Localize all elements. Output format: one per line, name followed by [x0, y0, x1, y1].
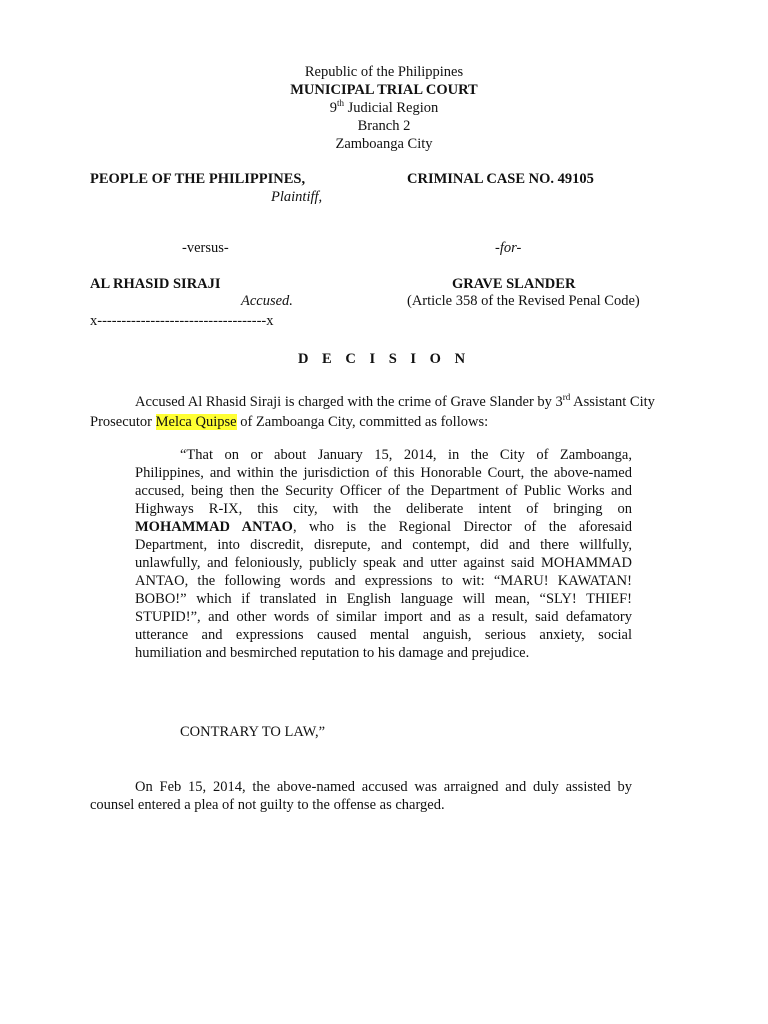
accused-name: AL RHASID SIRAJI: [90, 276, 221, 292]
intro-text-c: Prosecutor: [90, 414, 156, 430]
arraignment-line: counsel entered a plea of not guilty to the offense as charged.: [90, 797, 445, 813]
intro-line-1: [135, 394, 655, 411]
information-line: “That on or about January 15, 2014, in the City of Zamboanga,: [180, 447, 632, 463]
complainant-name: MOHAMMAD ANTAO: [135, 519, 293, 535]
arraignment-line: On Feb 15, 2014, the above-named accused was arraigned and duly assisted by: [135, 779, 632, 795]
plaintiff-role: Plaintiff,: [271, 189, 323, 205]
information-line: BOBO!” which if translated in English language will mean, “SLY! THIEF!: [135, 591, 632, 607]
branch-line: Branch 2: [357, 118, 411, 134]
city-line: Zamboanga City: [335, 136, 433, 152]
versus-label: -versus-: [182, 240, 229, 256]
region-suffix: th: [336, 98, 344, 109]
intro-text-d: of Zamboanga City, committed as follows:: [236, 414, 489, 430]
accused-role: Accused.: [241, 293, 293, 309]
information-line: utterance and expressions caused mental anguish, serious anxiety, social: [135, 627, 632, 643]
republic-line: Republic of the Philippines: [304, 64, 464, 80]
information-line: humiliation and besmirched reputation to his damage and prejudice.: [135, 645, 530, 661]
region-number: 9: [329, 100, 337, 116]
information-line: ANTAO, the following words and expressions to wit: “MARU! KAWATAN!: [135, 573, 632, 589]
intro-text-a: Accused Al Rhasid Siraji is charged with the crime of Grave Slander by 3: [135, 394, 563, 410]
court-header: [0, 63, 768, 153]
decision-title: D E C I S I O N: [297, 351, 471, 367]
offense-reference: (Article 358 of the Revised Penal Code): [407, 293, 640, 309]
court-name: MUNICIPAL TRIAL COURT: [290, 82, 478, 98]
intro-text-b: Assistant City: [570, 394, 655, 410]
information-line: Department, into discredit, disrepute, and contempt, did and there willfully,: [135, 537, 632, 553]
offense-name: GRAVE SLANDER: [452, 276, 576, 292]
information-block: [135, 446, 632, 662]
information-line: Highways R-IX, this city, with the deliberate intent of bringing on: [135, 501, 632, 517]
arraignment-paragraph: [90, 778, 632, 814]
plaintiff-name: PEOPLE OF THE PHILIPPINES,: [90, 171, 306, 187]
prosecutor-name-highlight: Melca Quipse: [155, 414, 237, 430]
information-line-rest: , who is the Regional Director of the aforesaid: [292, 519, 632, 535]
judicial-region: [0, 99, 768, 117]
intro-line-2: [90, 414, 488, 431]
information-line: [135, 518, 632, 536]
caption-separator: x-----------------------------------x: [90, 313, 274, 329]
for-label: -for-: [495, 240, 522, 256]
region-text: Judicial Region: [344, 100, 439, 116]
case-number: CRIMINAL CASE NO. 49105: [407, 171, 594, 187]
intro-ordinal: rd: [562, 392, 571, 403]
contrary-to-law: CONTRARY TO LAW,”: [180, 724, 326, 740]
information-line: unlawfully, and feloniously, publicly speak and utter against said MOHAMMAD: [135, 555, 632, 571]
information-line: Philippines, and within the jurisdiction of this Honorable Court, the above-named: [135, 465, 632, 481]
information-line: accused, being then the Security Officer of the Department of Public Works and: [135, 483, 632, 499]
information-line: STUPID!”, and other words of similar import and as a result, said defamatory: [135, 609, 632, 625]
